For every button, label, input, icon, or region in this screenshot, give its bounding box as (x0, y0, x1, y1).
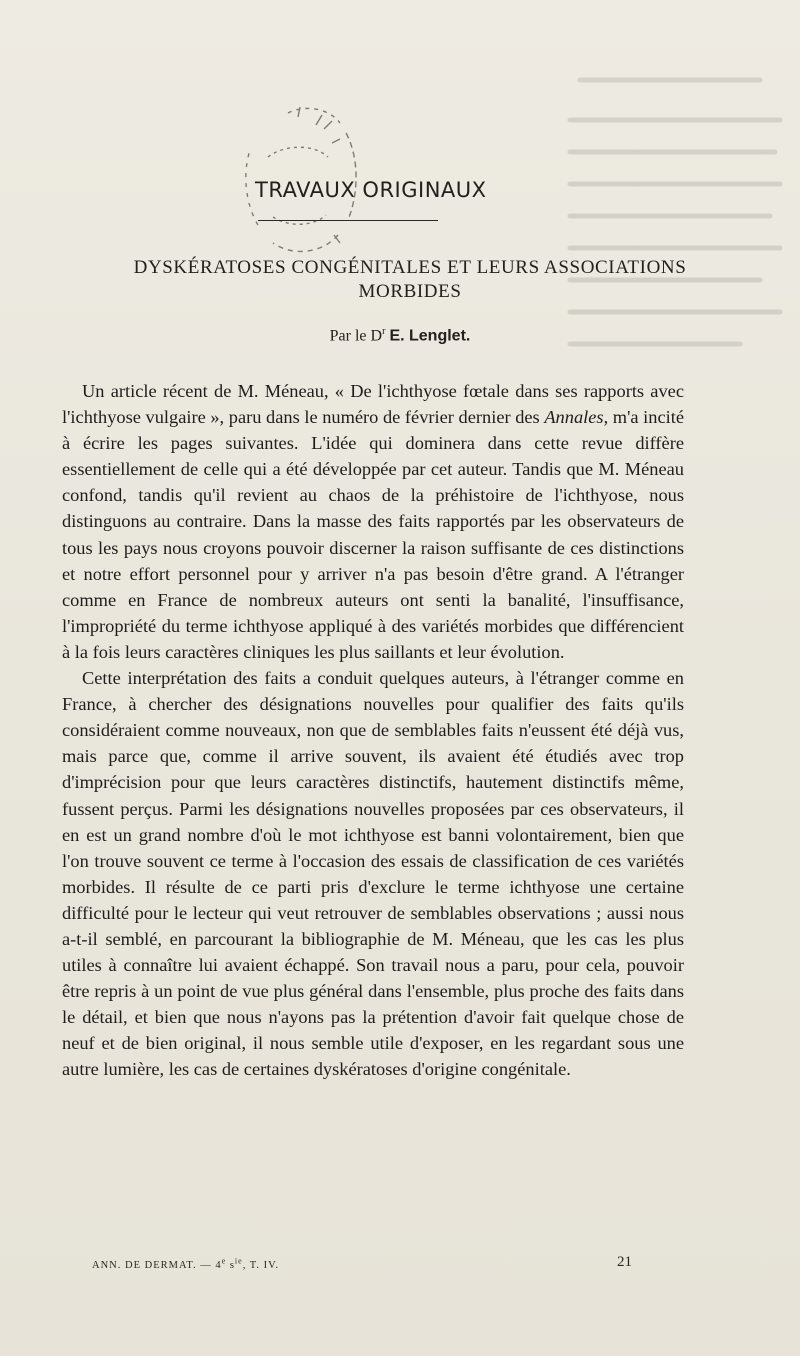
footer-sup-1: e (221, 1256, 227, 1265)
byline (60, 326, 740, 345)
byline-superscript: r (382, 326, 386, 337)
section-heading: TRAVAUX ORIGINAUX (255, 178, 487, 202)
paragraph-2: Cette interprétation des faits a conduit quelques auteurs, à l'étranger comme en France, à chercher des désignations nouvelles pour qualifier des faits qu'ils considéraient comme nouveaux, non que de semblables faits n'eussent été déjà vus, mais parce que, comme il arrive souvent, ils avaient été étudiés avec trop d'imprécision pour que leurs caractères distinctifs, hautement distinctifs même, fussent perçus. Parmi les désignations nouvelles proposées par ces observateurs, il en est un grand nombre d'où le mot ichthyose est banni volontairement, bien que l'on trouve souvent ce terme à l'occasion des essais de classification de ces variétés morbides. Il résulte de ce parti pris d'exclure le terme ichthyose une certaine difficulté pour le lecteur qui veut retrouver de semblables observations ; aussi nous a-t-il semblé, en parcourant la bibliographie de M. Méneau, que les cas les plus utiles à connaître lui avaient échappé. Son travail nous a paru, pour cela, pouvoir être repris à un point de vue plus général dans l'ensemble, plus proche des faits dans le détail, et bien que nous n'ayons pas la prétention d'avoir fait quelque chose de neuf et de bien original, il nous semble utile d'exposer, en les regardant sous une autre lumière, les cas de certaines dyskératoses d'origine congénitale. (62, 668, 684, 1080)
page-footer (92, 1256, 632, 1276)
footer-journal-prefix: ANN. DE DERMAT. — 4 (92, 1259, 222, 1271)
footer-journal-suffix: , T. IV. (242, 1259, 279, 1271)
article-title-line-1: DYSKÉRATOSES CONGÉNITALES ET LEURS ASSOCIATIONS (133, 257, 687, 278)
article-body (62, 378, 684, 1083)
section-rule (258, 220, 438, 221)
author-name: E. Lenglet. (389, 327, 471, 345)
footer-journal-ref (92, 1256, 279, 1271)
paragraph-1-text-b: , m'a incité à écrire les pages suivantes. L'idée qui dominera dans cette revue diffère essentiellement de celle qui a été développée par cet auteur. Tandis que M. Méneau confond, tandis qu'il revient au chaos de la préhistoire de l'ichthyose, nous distinguons au contraire. Dans la masse des faits rapportés par les observateurs de tous les pays nous croyons pouvoir discerner la raison suffisante de ces distinctions et notre effort personnel pour y arriver n'a pas besoin d'être grand. A l'étranger comme en France de nombreux auteurs ont senti la banalité, l'insuffisance, l'impropriété du terme ichthyose appliqué à des variétés morbides que différencient à la fois leurs caractères cliniques les plus saillants et leur évolution. (62, 407, 685, 662)
footer-series: s (226, 1259, 235, 1271)
article-title-line-2: MORBIDES (358, 281, 462, 302)
byline-prefix: Par le D (329, 327, 383, 345)
paragraph-1-text-a: Un article récent de M. Méneau, « De l'ichthyose fœtale dans ses rapports avec l'ichthyose vulgaire », paru dans le numéro de février dernier des (62, 381, 684, 428)
journal-name: Annales (544, 407, 604, 428)
paragraph-1 (62, 378, 684, 665)
article-title (60, 256, 760, 304)
page-number: 21 (617, 1254, 632, 1270)
footer-sup-2: ie (234, 1256, 243, 1265)
